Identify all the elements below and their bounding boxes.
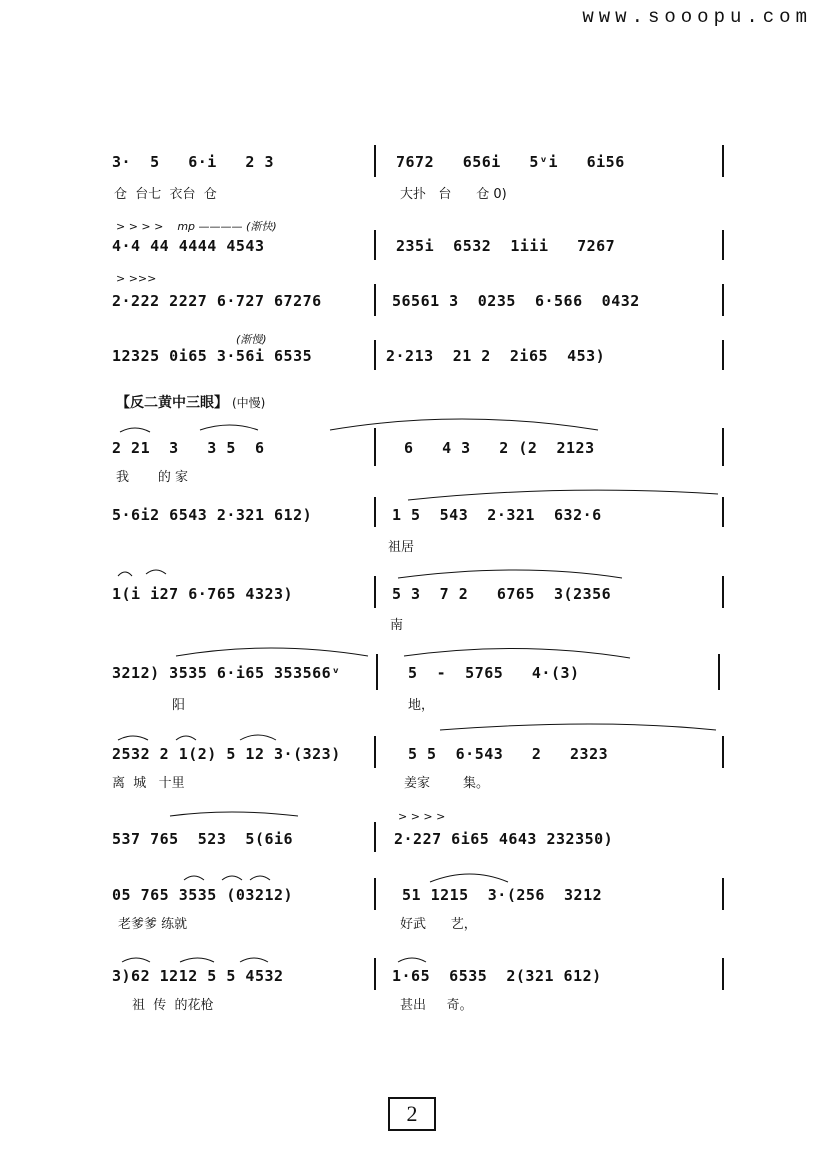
lyric-row-5-right: 祖居 [388, 540, 415, 555]
slur-arc [408, 490, 718, 500]
slur-arc [118, 736, 148, 740]
marks-row-1: > > > > mp ———— (渐快) [116, 220, 277, 233]
music-row-6-right: 5 3 7 2 6765 3(2356 [392, 585, 612, 603]
slur-arc [240, 958, 268, 962]
lyric-row-7-left: 阳 [172, 698, 186, 713]
slur-arc [146, 570, 166, 574]
lyric-row-11-right: 甚出 奇。 [400, 998, 473, 1013]
music-row-9-left: 537 765 523 5(6i6 [112, 830, 294, 848]
music-row-1-right: 235i 6532 1iii 7267 [396, 237, 616, 255]
music-row-5-left: 5·6i2 6543 2·321 612) [112, 506, 313, 524]
music-row-10-left: 05 765 3535 (03212) [112, 886, 294, 904]
slur-arc [440, 724, 716, 730]
slur-arc [180, 958, 214, 962]
section-title: 【反二黄中三眼】 [116, 395, 228, 411]
music-row-0-left: 3· 5 6·i 2 3 [112, 153, 275, 171]
slur-arc [118, 572, 132, 576]
slur-arc [330, 419, 598, 430]
music-row-11-left: 3)62 1212 5 5 4532 [112, 967, 284, 985]
lyric-row-7-right: 地， [408, 698, 435, 713]
music-row-8-right: 5 5 6·543 2 2323 [408, 745, 609, 763]
slur-arc [430, 874, 508, 882]
music-row-10-right: 51 1215 3·(256 3212 [402, 886, 603, 904]
section-tempo: (中慢) [232, 396, 266, 410]
marks-row-3: (渐慢) [236, 333, 267, 346]
slur-arc [120, 428, 150, 432]
lyric-row-10-left: 老爹爹 练就 [118, 917, 188, 932]
lyric-row-8-right: 姜家 集。 [404, 776, 490, 791]
music-row-4-left: 2 21 3 3 5 6 [112, 439, 265, 457]
slur-arc [398, 958, 426, 962]
lyric-row-0-right: 大扑 台 仓 0) [400, 187, 507, 202]
music-row-2-right: 56561 3 0235 6·566 0432 [392, 292, 640, 310]
slur-arc [398, 570, 622, 578]
slur-arc [176, 648, 368, 656]
slur-arc [404, 648, 630, 658]
lyric-row-10-right: 好武 艺， [400, 917, 477, 932]
music-row-3-right: 2·213 21 2 2i65 453) [386, 347, 606, 365]
marks-row-9: > > > > [398, 810, 446, 823]
page-number: 2 [388, 1097, 436, 1131]
music-row-1-left: 4·4 44 4444 4543 [112, 237, 265, 255]
slur-arc [200, 425, 258, 430]
music-row-2-left: 2·222 2227 6·727 67276 [112, 292, 322, 310]
lyric-row-4-left: 我 的 家 [116, 470, 189, 485]
site-watermark: www.sooopu.com [582, 6, 812, 28]
lyric-row-6-right: 南 [390, 618, 404, 633]
music-row-0-right: 7672 656i 5ᵛi 6i56 [396, 153, 625, 171]
music-row-7-left: 3212) 3535 6·i65 353566ᵛ [112, 664, 341, 682]
music-row-7-right: 5 - 5765 4·(3) [408, 664, 580, 682]
music-row-3-left: 12325 0i65 3·56i 6535 [112, 347, 313, 365]
marks-row-2: > >>> [116, 272, 157, 285]
music-row-11-right: 1·65 6535 2(321 612) [392, 967, 602, 985]
slur-arc [222, 876, 242, 880]
music-row-4-right: 6 4 3 2 (2 2123 [404, 439, 595, 457]
music-row-8-left: 2532 2 1(2) 5 12 3·(323) [112, 745, 341, 763]
slur-arc [170, 812, 298, 816]
slur-arc [122, 958, 150, 962]
lyric-row-8-left: 离 城 十里 [112, 776, 185, 791]
lyric-row-11-left: 祖 传 的花枪 [132, 998, 214, 1013]
slur-arc [250, 876, 270, 880]
music-row-6-left: 1(i i27 6·765 4323) [112, 585, 294, 603]
music-row-5-right: 1 5 543 2·321 632·6 [392, 506, 602, 524]
slur-arc [176, 736, 196, 740]
lyric-row-0-left: 仓 台七 衣台 仓 [114, 187, 217, 202]
slur-arc [184, 876, 204, 880]
slur-arc [240, 735, 276, 740]
music-row-9-right: 2·227 6i65 4643 232350) [394, 830, 614, 848]
